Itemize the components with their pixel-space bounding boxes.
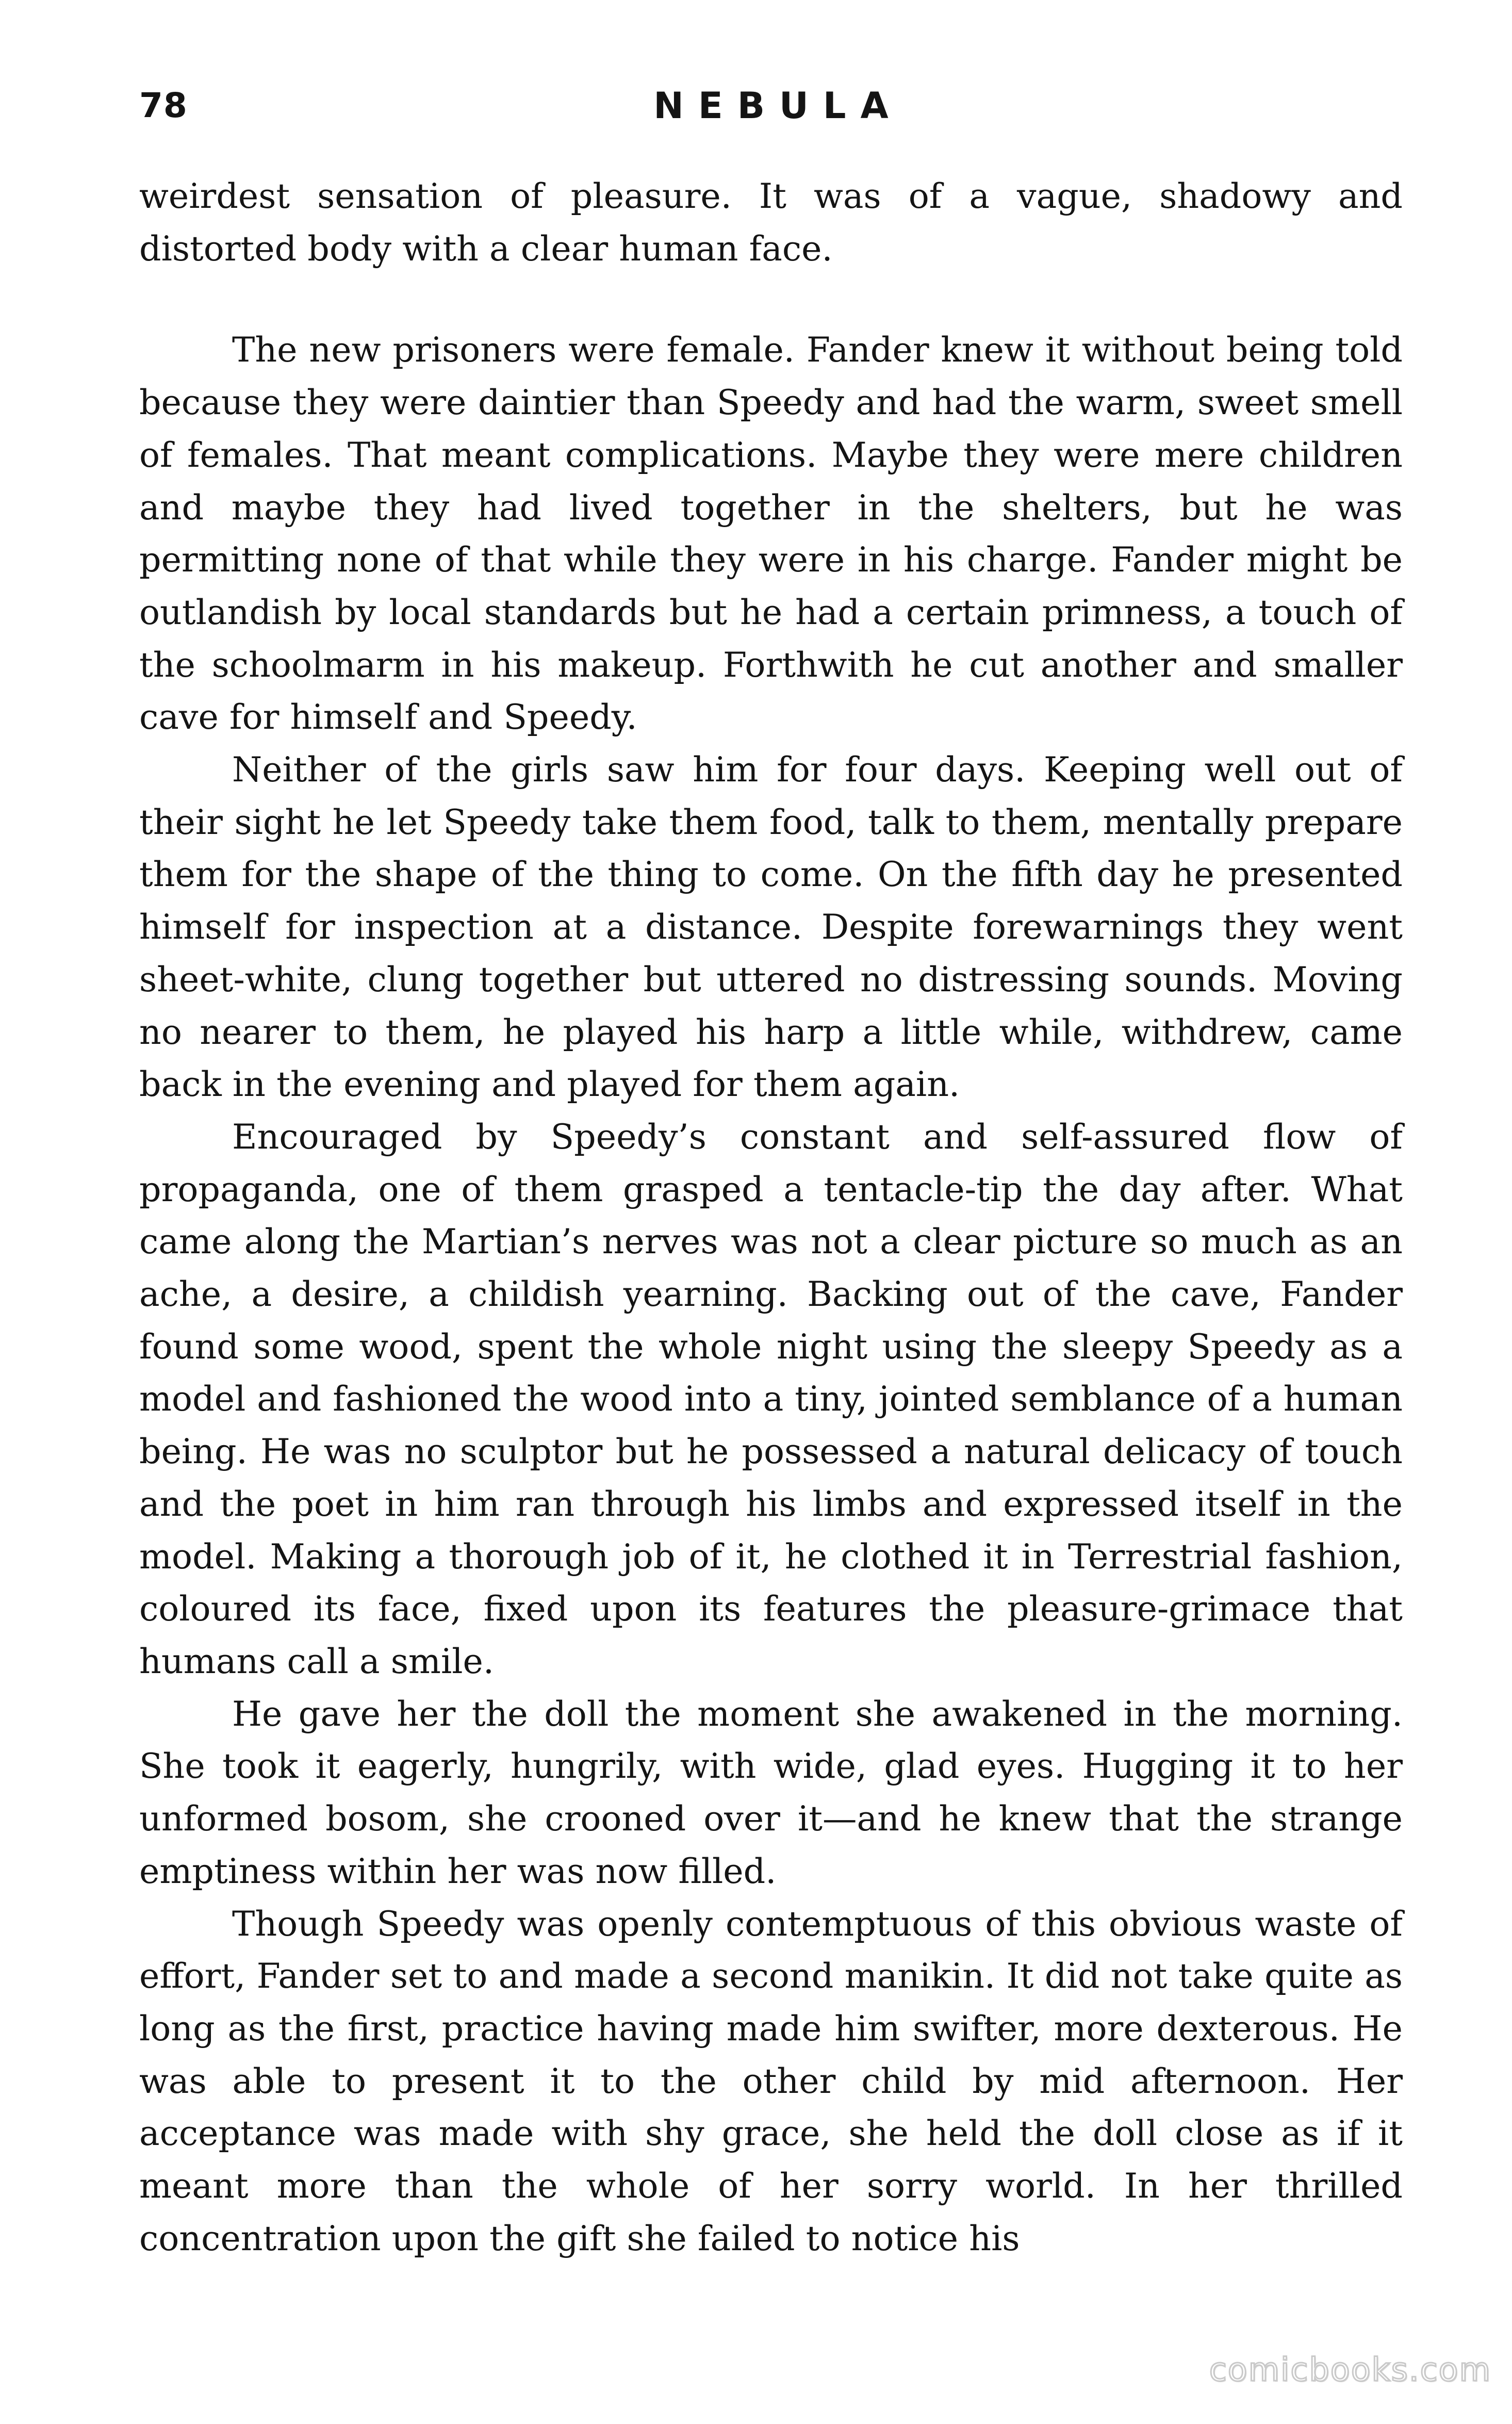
running-title: NEBULA [653,85,903,127]
paragraph: Neither of the girls saw him for four days. Keeping well out of their sight he let Speedy take them food, talk to them, mentally prepare them for the shape of the thing to come. On the fifth day he presented himself for inspection at a distance. Despite forewarnings they went sheet-white, clung together but uttered no distressing sounds. Moving no nearer to them, he played his harp a little while, withdrew, came back in the evening and played for them again. [139,749,1403,1105]
paragraph: Encouraged by Speedy’s constant and self-assured flow of propaganda, one of them grasped a tentacle-tip the day after. What came along the Martian’s nerves was not a clear picture so much as an ache, a desire, a childish yearning. Backing out of the cave, Fander found some wood, spent the whole night using the sleepy Speedy as a model and fashioned the wood into a tiny, jointed semblance of a human being. He was no sculptor but he possessed a natural delicacy of touch and the poet in him ran through his limbs and expressed itself in the model. Making a thorough job of it, he clothed it in Terrestrial fashion, coloured its face, fixed upon its features the pleasure-grimace that humans call a smile. [139,1116,1403,1681]
watermark: comicbooks.com [1209,2351,1491,2388]
paragraph: He gave her the doll the moment she awakened in the morning. She took it eagerly, hungrily, with wide, glad eyes. Hugging it to her unformed bosom, she crooned over it—and he knew that the strange emptiness within her was now filled. [139,1693,1403,1891]
paragraph: Though Speedy was openly contemptuous of this obvious waste of effort, Fander set to and made a second manikin. It did not take quite as long as the first, practice having made him swifter, more dexterous. He was able to present it to the other child by mid afternoon. Her acceptance was made with shy grace, she held the doll close as if it meant more than the whole of her sorry world. In her thrilled concentration upon the gift she failed to notice his [139,1903,1403,2258]
page-header [139,77,1403,134]
page-number: 78 [139,86,188,125]
paragraph-continued: weirdest sensation of pleasure. It was of a vague, shadowy and distorted body with a clear human face. [139,176,1403,269]
body-text [139,170,1403,2265]
paragraph: The new prisoners were female. Fander knew it without being told because they were daintier than Speedy and had the warm, sweet smell of females. That meant complications. Maybe they were mere children and maybe they had lived together in the shelters, but he was permitting none of that while they were in his charge. Fander might be outlandish by local standards but he had a certain primness, a touch of the schoolmarm in his makeup. Forthwith he cut another and smaller cave for himself and Speedy. [139,330,1403,738]
